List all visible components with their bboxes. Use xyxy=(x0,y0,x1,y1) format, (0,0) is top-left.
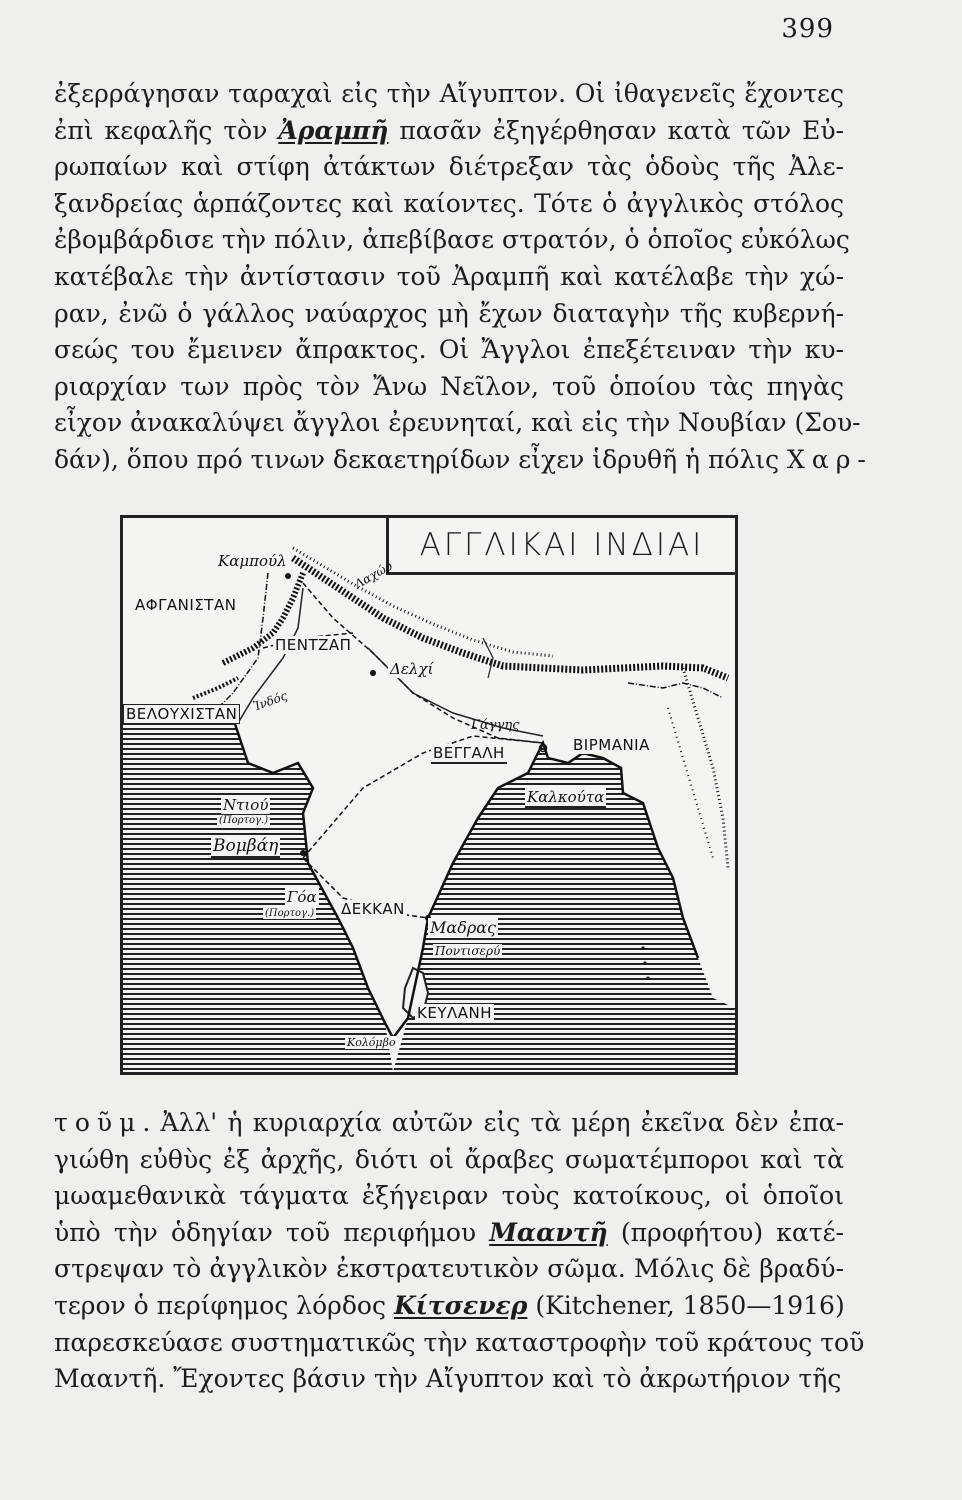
label-delhi: Δελχί xyxy=(390,660,434,678)
label-kaboul: Καμπούλ xyxy=(218,552,287,570)
name-maanti: Μααντῆ xyxy=(489,1217,608,1247)
label-madras: Μαδρας xyxy=(430,918,496,937)
text-line: εἶχον ἀνακαλύψει ἄγγλοι ἐρευνηταί, καὶ εἰς τὴν Νουβίαν (Σου- xyxy=(54,408,861,438)
map-title-box xyxy=(386,515,738,575)
text-line: ρωπαίων καὶ στίφη ἀτάκτων διέτρεξαν τὰς ὁδοὺς τῆς Ἀλε- xyxy=(54,152,844,182)
label-pondichery: Ποντισερύ xyxy=(435,944,501,958)
paragraph-bottom xyxy=(54,1105,865,1398)
text-line: ἐβομβάρδισε τὴν πόλιν, ἀπεβίβασε στρατόν, ὁ ὁποῖος εὐκόλως xyxy=(54,225,850,255)
label-ganges: Γάγγης xyxy=(471,718,520,733)
text-line: κατέβαλε τὴν ἀντίστασιν τοῦ Ἀραμπῆ καὶ κατέλαβε τὴν χώ- xyxy=(54,261,844,291)
text-line: σεώς του ἔμεινεν ἄπρακτος. Οἱ Ἄγγλοι ἐπεξέτειναν τὴν κυ- xyxy=(54,335,844,365)
spaced-word: τοῦμ xyxy=(54,1108,143,1137)
name-arampi: Ἀραμπῆ xyxy=(278,115,389,145)
text-line: ἐπὶ κεφαλῆς τὸν Ἀραμπῆ πασᾶν ἐξηγέρθησαν κατὰ τῶν Εὐ- xyxy=(54,115,845,145)
label-lahore: Λαχώρ xyxy=(352,558,395,592)
map-title: ΑΓΓΛΙΚΑΙ ΙΝΔΙΑΙ xyxy=(419,527,705,563)
label-belouchistan: ΒΕΛΟΥΧΙΣΤΑΝ xyxy=(123,704,240,724)
paragraph-top xyxy=(54,76,873,479)
label-calcutta: Καλκούτα xyxy=(527,788,605,806)
text-line: ὑπὸ τὴν ὁδηγίαν τοῦ περιφήμου Μααντῆ (προφήτου) κατέ- xyxy=(54,1217,844,1247)
text-line: δάν), ὅπου πρό τινων δεκαετηρίδων εἶχεν ἱδρυθῆ ἡ πόλις Χαρ- xyxy=(54,444,873,474)
text-line: στρεψαν τὸ ἀγγλικὸν ἐκστρατευτικὸν σῶμα. Μόλις δὲ βραδύ- xyxy=(54,1254,844,1284)
name-kitchener: Κίτσενερ xyxy=(393,1290,528,1320)
text-line: ξανδρείας ἁρπάζοντες καὶ καίοντες. Τότε ὁ ἀγγλικὸς στόλος xyxy=(54,188,844,218)
page-number: 399 xyxy=(781,14,834,44)
text-line: ἐξερράγησαν ταραχαὶ εἰς τὴν Αἴγυπτον. Οἱ ἰθαγενεῖς ἔχοντες xyxy=(54,79,844,108)
label-vengali: ΒΕΓΓΑΛΗ xyxy=(433,744,505,762)
text-line: τοῦμ. Ἀλλ' ἡ κυριαρχία αὐτῶν εἰς τὰ μέρη ἐκεῖνα δὲν ἐπα- xyxy=(54,1108,844,1137)
label-pentzap: ΠΕΝΤΖΑΠ xyxy=(275,636,352,654)
label-colombo: Κολόμβο xyxy=(347,1036,396,1049)
text-line: ραν, ἐνῶ ὁ γάλλος ναύαρχος μὴ ἔχων διαταγὴν τῆς κυβερνή- xyxy=(54,298,844,328)
label-dekkan: ΔΕΚΚΑΝ xyxy=(341,900,405,918)
label-indus: Ἰνδός xyxy=(251,688,290,714)
label-diu: Ντιού xyxy=(223,796,269,814)
label-diu-note: (Πορτογ.) xyxy=(219,815,269,826)
label-ceylon: ΚΕΥΛΑΝΗ xyxy=(417,1004,492,1022)
label-goa: Γόα xyxy=(287,888,317,906)
label-birmania: ΒΙΡΜΑΝΙΑ xyxy=(573,736,650,754)
text-line: ριαρχίαν των πρὸς τὸν Ἄνω Νεῖλον, τοῦ ὁποίου τὰς πηγὰς xyxy=(54,371,844,401)
text-line: μωαμεθανικὰ τάγματα ἐξήγειραν τοὺς κατοίκους, οἱ ὁποῖοι xyxy=(54,1181,844,1211)
sea-arabian xyxy=(123,708,393,1072)
label-afghanistan: ΑΦΓΑΝΙΣΤΑΝ xyxy=(135,596,237,614)
text-line: Μααντῆ. Ἔχοντες βάσιν τὴν Αἴγυπτον καὶ τὸ ἀκρωτήριον τῆς xyxy=(54,1364,842,1394)
text-line: τερον ὁ περίφημος λόρδος Κίτσενερ (Kitchener, 1850—1916) xyxy=(54,1290,845,1320)
text-line: γιώθη εὐθὺς ἐξ ἀρχῆς, διότι οἱ ἄραβες σωματέμποροι καὶ τὰ xyxy=(54,1144,844,1174)
text-line: παρεσκεύασε συστηματικῶς τὴν καταστροφὴν τοῦ κράτους τοῦ xyxy=(54,1327,865,1357)
spaced-word: Χαρ- xyxy=(787,444,873,474)
map-british-india xyxy=(120,515,738,1075)
label-bombay: Βομβάη xyxy=(213,836,279,856)
label-goa-note: (Πορτογ.) xyxy=(265,908,315,919)
